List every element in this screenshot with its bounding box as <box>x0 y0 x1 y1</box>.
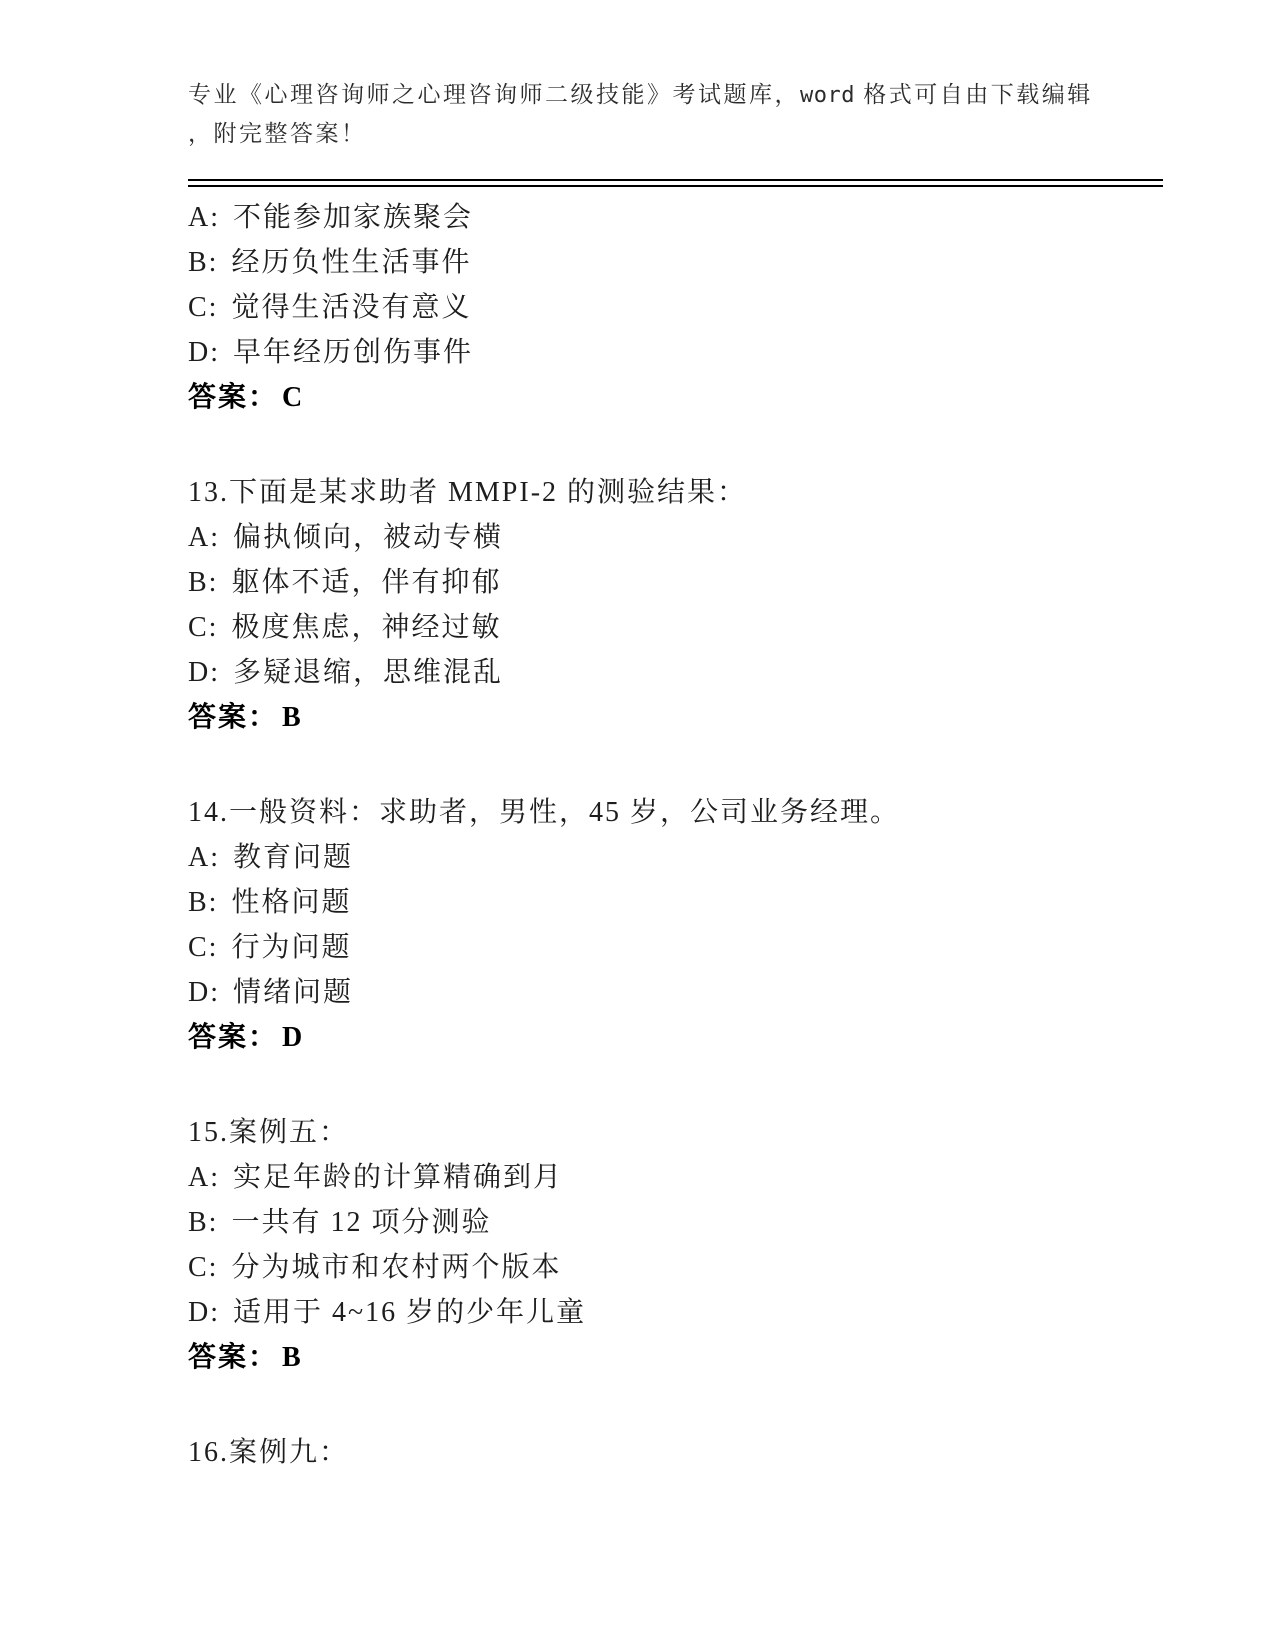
option-text: 教育问题 <box>233 842 354 873</box>
header-text-segment: ，附完整答案！ <box>188 121 367 146</box>
option-label: C: <box>188 292 219 323</box>
question-option <box>188 1245 1163 1290</box>
option-label: B: <box>188 1207 219 1238</box>
answer-line <box>188 695 1163 740</box>
answer-label: 答案： <box>188 1342 279 1373</box>
option-text: 性格问题 <box>231 887 352 918</box>
question-option <box>188 195 1163 240</box>
answer-line <box>188 375 1163 420</box>
question-title: 15.案例五： <box>188 1117 350 1148</box>
question-option <box>188 1200 1163 1245</box>
option-text: 分为城市和农村两个版本 <box>231 1252 562 1283</box>
option-text: 情绪问题 <box>233 977 354 1008</box>
question-block <box>188 470 1163 740</box>
header-word-segment: word <box>800 83 855 108</box>
answer-line <box>188 1335 1163 1380</box>
question-block <box>188 1110 1163 1380</box>
question-option <box>188 970 1163 1015</box>
header-text-segment: 格式可自由下载编辑 <box>854 82 1093 107</box>
option-label: C: <box>188 932 219 963</box>
option-text: 极度焦虑，神经过敏 <box>231 612 502 643</box>
questions-area <box>188 195 1163 1475</box>
option-text: 实足年龄的计算精确到月 <box>233 1162 564 1193</box>
option-label: D: <box>188 337 220 368</box>
option-text: 偏执倾向，被动专横 <box>233 522 504 553</box>
option-text: 经历负性生活事件 <box>231 247 472 278</box>
option-label: A: <box>188 1162 220 1193</box>
question-option <box>188 925 1163 970</box>
question-option <box>188 330 1163 375</box>
option-label: D: <box>188 657 220 688</box>
question-option <box>188 1290 1163 1335</box>
option-text: 躯体不适，伴有抑郁 <box>231 567 502 598</box>
question-title: 14.一般资料：求助者，男性，45 岁，公司业务经理。 <box>188 797 901 828</box>
option-label: C: <box>188 612 219 643</box>
option-text: 适用于 4~16 岁的少年儿童 <box>233 1297 587 1328</box>
option-label: B: <box>188 887 219 918</box>
question-title: 16.案例九： <box>188 1437 350 1468</box>
header-line <box>188 76 1163 115</box>
question-block <box>188 790 1163 1060</box>
answer-value: C <box>282 382 305 413</box>
option-text: 多疑退缩，思维混乱 <box>233 657 504 688</box>
answer-value: B <box>282 1342 303 1373</box>
header-text-segment: 专业《心理咨询师之心理咨询师二级技能》考试题库， <box>188 82 800 107</box>
option-text: 行为问题 <box>231 932 352 963</box>
answer-value: B <box>282 702 303 733</box>
answer-value: D <box>282 1022 305 1053</box>
option-text: 早年经历创伤事件 <box>233 337 474 368</box>
question-option <box>188 1155 1163 1200</box>
option-label: D: <box>188 1297 220 1328</box>
question-option <box>188 650 1163 695</box>
option-label: A: <box>188 842 220 873</box>
question-option <box>188 835 1163 880</box>
option-label: D: <box>188 977 220 1008</box>
question-option <box>188 515 1163 560</box>
question-option <box>188 880 1163 925</box>
answer-line <box>188 1015 1163 1060</box>
option-label: B: <box>188 247 219 278</box>
option-label: A: <box>188 202 220 233</box>
option-label: B: <box>188 567 219 598</box>
header-line <box>188 115 1163 153</box>
question-title: 13.下面是某求助者 MMPI-2 的测验结果： <box>188 477 748 508</box>
option-label: C: <box>188 1252 219 1283</box>
answer-label: 答案： <box>188 702 279 733</box>
question-block <box>188 1430 1163 1475</box>
double-rule-divider <box>188 179 1163 187</box>
document-header <box>188 0 1163 153</box>
option-text: 觉得生活没有意义 <box>231 292 472 323</box>
answer-label: 答案： <box>188 382 279 413</box>
option-text: 不能参加家族聚会 <box>233 202 474 233</box>
answer-label: 答案： <box>188 1022 279 1053</box>
option-label: A: <box>188 522 220 553</box>
question-option <box>188 605 1163 650</box>
question-option <box>188 560 1163 605</box>
question-option <box>188 285 1163 330</box>
question-option <box>188 240 1163 285</box>
option-text: 一共有 12 项分测验 <box>231 1207 492 1238</box>
question-block <box>188 195 1163 420</box>
